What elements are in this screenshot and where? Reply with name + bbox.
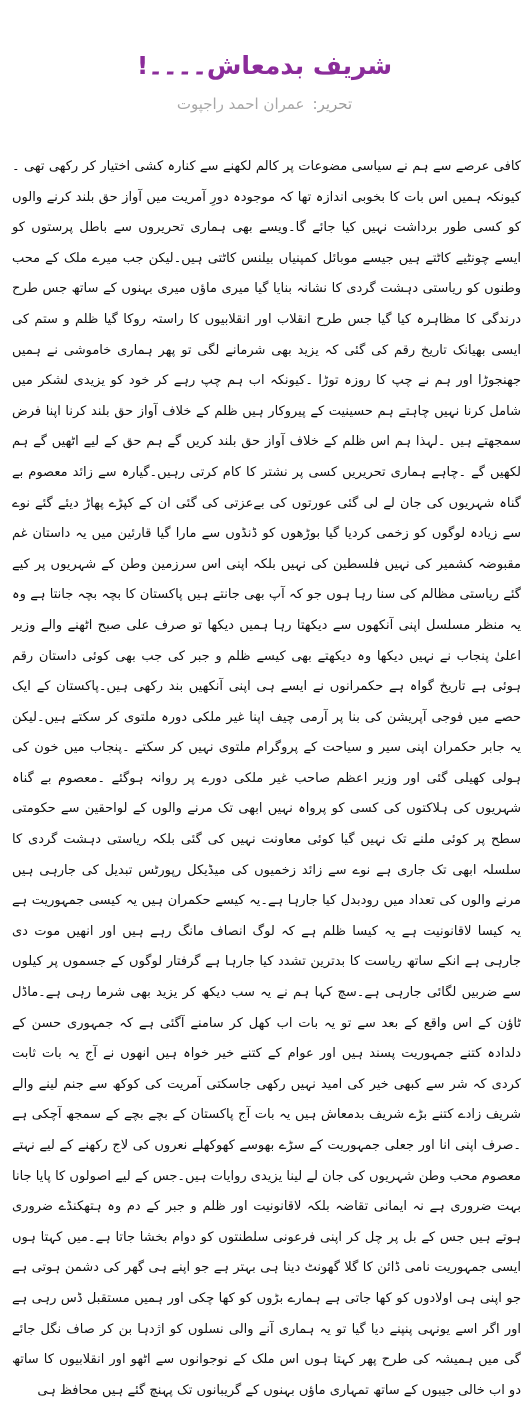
- byline-label: تحریر:: [312, 95, 353, 113]
- article-title: شریف بدمعاش۔۔۔۔!: [136, 51, 393, 80]
- article-body: کافی عرصے سے ہم نے سیاسی مضوعات پر کالم لکھنے سے کنارہ کشی اختیار کر رکھی تھی ۔کیونکہ ہمیں اس بات کا بخوبی اندازہ تھا کہ موجودہ دورِ آمریت میں آواز حق بلند کرنے والوں کو کسی طور برداشت نہیں کیا جائے گا۔ویسے بھی ہماری تحریروں سے باطل پرستوں کو ایسے چونٹیے کاٹتے ہیں جیسے موبائل کمپنیاں بیلنس کاٹتی ہیں۔لیکن جب میرے ملک کے محب وطنوں کو ریاستی دہشت گردی کا نشانہ بنایا گیا میری ماؤں میری بہنوں کے ساتھ جس طرح درندگی کا مظاہرہ کیا گیا جس طرح انقلاب اور انقلابیوں کا راستہ روکا گیا ظلم و ستم کی ایسی بھیانک تاریخ رقم کی گئی کہ یزید بھی شرمانے لگی تو پھر ہماری خاموشی نے ہمیں جھنجوڑا اور ہم نے چپ کا روزہ توڑا ۔کیونکہ اب ہم چپ رہے کر خود کو یزیدی لشکر میں شامل کرنا نہیں چاہتے ہم حسینیت کے پیروکار ہیں ظلم کے خلاف آواز حق بلند کرنا اپنا فرض سمجھتے ہیں ۔لہذا ہم اس ظلم کے خلاف آواز حق بلند کریں گے ہم حق کے لیے اٹھیں گے ہم لکھیں گے ۔چاہے ہماری تحریریں کسی پر نشتر کا کام کرتی رہیں۔گیارہ سے زائد معصوم بے گناہ شہریوں کی جان لے لی گئی عورتوں کی بےعزتی کی گئی ان کے کپڑے پھاڑ دیئے گئے نوے سے زیادہ لوگوں کو زخمی کردیا گیا بوڑھوں کو ڈنڈوں سے مارا گیا قارئین میں یہ داستان غم مقبوضہ کشمیر کی نہیں فلسطین کی نہیں بلکہ اپنی اس سرزمین وطن کے شہریوں پر کیے گئے ریاستی مظالم کی سنا رہا ہوں جو کہ آپ بھی جانتے ہیں پاکستان کا بچہ بچہ جانتا ہے وہ یہ منظر مسلسل اپنی آنکھوں سے دیکھتا رہا ہمیں دیکھا تو صرف علی صبح اٹھنے والے وزیر اعلیٰ پنجاب نے نہیں دیکھا وہ دیکھتے بھی کیسے ظلم و جبر کی جب بھی کوئی داستان رقم ہوئی ہے تاریخ گواہ ہے حکمرانوں نے ایسے ہی اپنی آنکھیں بند رکھی ہیں۔پاکستان کے ایک حصے میں فوجی آپریشن کی بنا پر آرمی چیف اپنا غیر ملکی دورہ ملتوی کر سکتے ہیں۔لیکن یہ جابر حکمران اپنی سیر و سیاحت کے پروگرام ملتوی نہیں کر سکتے ۔پنجاب میں خون کی ہولی کھیلی گئی اور وزیر اعظم صاحب غیر ملکی دورے پر روانہ ہوگئے ۔معصوم بے گناہ شہریوں کی ہلاکتوں کی کسی کو پرواہ نہیں ابھی تک مرنے والوں کے لواحقین سے حکومتی سطح پر کوئی ملنے تک نہیں گیا کوئی معاونت نہیں کی گئی بلکہ ریاستی دہشت گردی کا سلسلہ ابھی تک جاری ہے نوے سے زائد زخمیوں کی میڈیکل رپورٹس تبدیل کی جارہی ہیں مرنے والوں کی تعداد میں رودبدل کیا جارہا ہے۔یہ کیسے حکمران ہیں یہ کیسی جمہوریت ہے یہ کیسا لاقانونیت ہے یہ کیسا ظلم ہے کہ لوگ انصاف مانگ رہے ہیں اور انھیں موت دی جارہی ہے انکے ساتھ ریاست کا بدترین تشدد کیا جارہا ہے گرفتار لوگوں کے جسموں پر کیلوں سے ضربیں لگائی جارہی ہے۔سچ کہا ہم نے یہ سب دیکھ کر یزید بھی شرما رہی ہے۔ماڈل ٹاؤن کے اس واقع کے بعد سے تو یہ بات اب کھل کر سامنے آگئی ہے کہ جمہوری حسن کے دلدادہ کتنے جمہوریت پسند ہیں اور عوام کے کتنے خیر خواہ ہیں انھوں نے آج یہ بات ثابت کردی کہ شر سے کبھی خیر کی امید نہیں رکھی جاسکتی آمریت کی کوکھ سے جنم لینے والے شریف زادے کتنے بڑے شریف بدمعاش ہیں یہ بات آج پاکستان کے بچے بچے کے سمجھ آچکی ہے ۔صرف اپنی انا اور جعلی جمہوریت کے سڑے بھوسے کھوکھلے نعروں کی لاج رکھنے کے لیے نہتے معصوم محب وطن شہریوں کی جان لے لینا یزیدی روایات ہیں۔جس کے لیے اصولوں کا پایا جانا بہت ضروری ہے نہ ایمانی تقاضہ بلکہ لاقانونیت اور ظلم و جبر کے دم وہ ہتھکنڈے ضروری ہوتے ہیں جس کے بل پر چل کر اپنی فرعونی سلطنتوں کو دوام بخشا جاتا ہے۔میں کہتا ہوں ایسی جمہوریت نامی ڈائن کا گلا گھونٹ دینا ہی بہتر ہے جو اپنے ہی گھر کی دشمن ہوتی ہے جو اپنی ہی اولادوں کو کھا جاتی ہے ہمارے بڑوں کو کھا چکی اور ہمیں مستقبل ڈس رہی ہے اور اگر اسے یونہی پنپنے دیا گیا تو یہ ہماری آنے والی نسلوں کو اژدہا بن کر صاف نگل جائے گی میں ہمیشہ کی طرح پھر کہتا ہوں اس ملک کے نوجوانوں سے اٹھو اور انقلابیوں کا ساتھ دو اب خالی جیبوں کے ساتھ تمہاری ماؤں بہنوں کے گریبانوں تک پہنچ گئے ہیں محافظ ہی: [12, 159, 521, 1398]
- author-name: عمران احمد راجپوت: [176, 95, 305, 113]
- byline: [0, 92, 529, 116]
